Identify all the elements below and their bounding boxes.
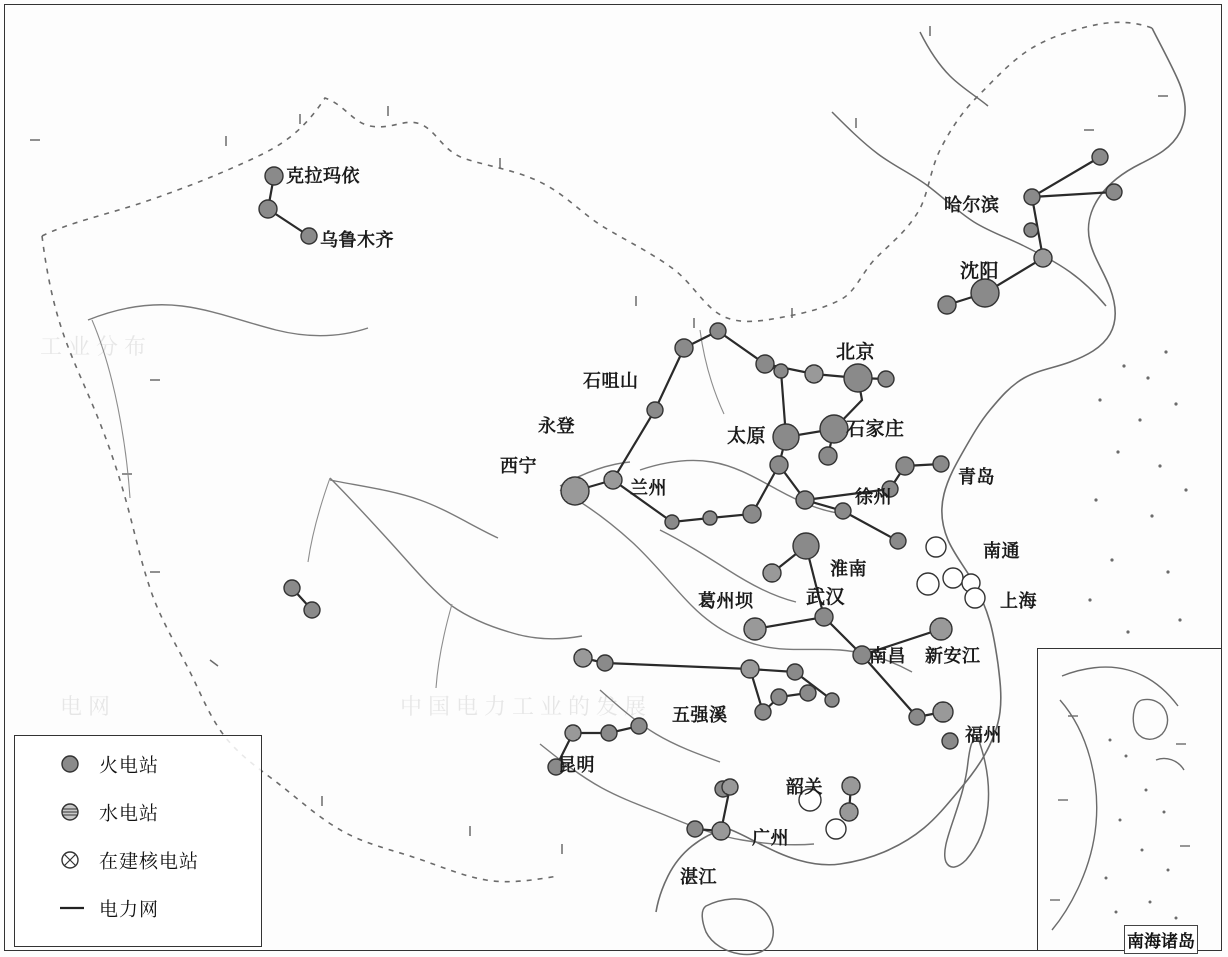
map-label: 南昌 xyxy=(869,646,906,667)
map-label: 哈尔滨 xyxy=(944,195,1000,216)
map-label: 徐州 xyxy=(855,487,892,508)
hydro-plant-icon xyxy=(59,801,81,823)
legend-item-hydro xyxy=(15,790,261,834)
map-label: 昆明 xyxy=(558,755,595,776)
map-label: 新安江 xyxy=(925,646,981,667)
map-label: 葛州坝 xyxy=(698,591,754,612)
legend-label-thermal: 火电站 xyxy=(99,754,160,777)
nuclear-plant-icon xyxy=(59,849,81,871)
map-label: 北京 xyxy=(836,341,876,363)
map-label: 上海 xyxy=(1000,591,1037,612)
map-label: 南通 xyxy=(983,541,1020,562)
map-label: 西宁 xyxy=(500,456,537,477)
map-label: 兰州 xyxy=(630,478,667,499)
thermal-plant-icon xyxy=(59,753,81,775)
watermark-text: 中国电力工业的发展 xyxy=(400,695,653,720)
legend-label-nuclear: 在建核电站 xyxy=(99,850,200,873)
map-legend xyxy=(14,735,262,947)
map-label: 韶关 xyxy=(786,777,823,798)
map-label: 石家庄 xyxy=(846,418,905,440)
legend-label-grid-line: 电力网 xyxy=(99,898,160,921)
map-label: 福州 xyxy=(965,725,1002,746)
legend-label-hydro: 水电站 xyxy=(99,802,160,825)
power-grid-line-icon xyxy=(59,902,85,914)
map-label: 湛江 xyxy=(680,867,717,888)
inset-label: 南海诸岛 xyxy=(1124,925,1198,954)
south-china-sea-inset xyxy=(1037,648,1222,951)
legend-item-grid-line xyxy=(15,886,261,930)
map-label: 太原 xyxy=(727,425,767,447)
watermark-text: 电网 xyxy=(60,695,117,720)
map-label: 武汉 xyxy=(806,586,846,608)
map-label: 淮南 xyxy=(830,559,867,580)
map-label: 克拉玛依 xyxy=(286,166,360,187)
nuclear-station-group xyxy=(799,537,985,839)
legend-item-thermal xyxy=(15,742,261,786)
map-label: 青岛 xyxy=(958,467,995,488)
map-label: 石咀山 xyxy=(583,371,639,392)
map-label: 永登 xyxy=(538,416,575,437)
map-label: 乌鲁木齐 xyxy=(320,230,394,251)
legend-item-nuclear xyxy=(15,838,261,882)
map-label: 广州 xyxy=(752,828,789,849)
watermark-text: 工业分布 xyxy=(40,335,153,360)
map-label: 五强溪 xyxy=(672,705,728,726)
map-label: 沈阳 xyxy=(960,260,1000,282)
